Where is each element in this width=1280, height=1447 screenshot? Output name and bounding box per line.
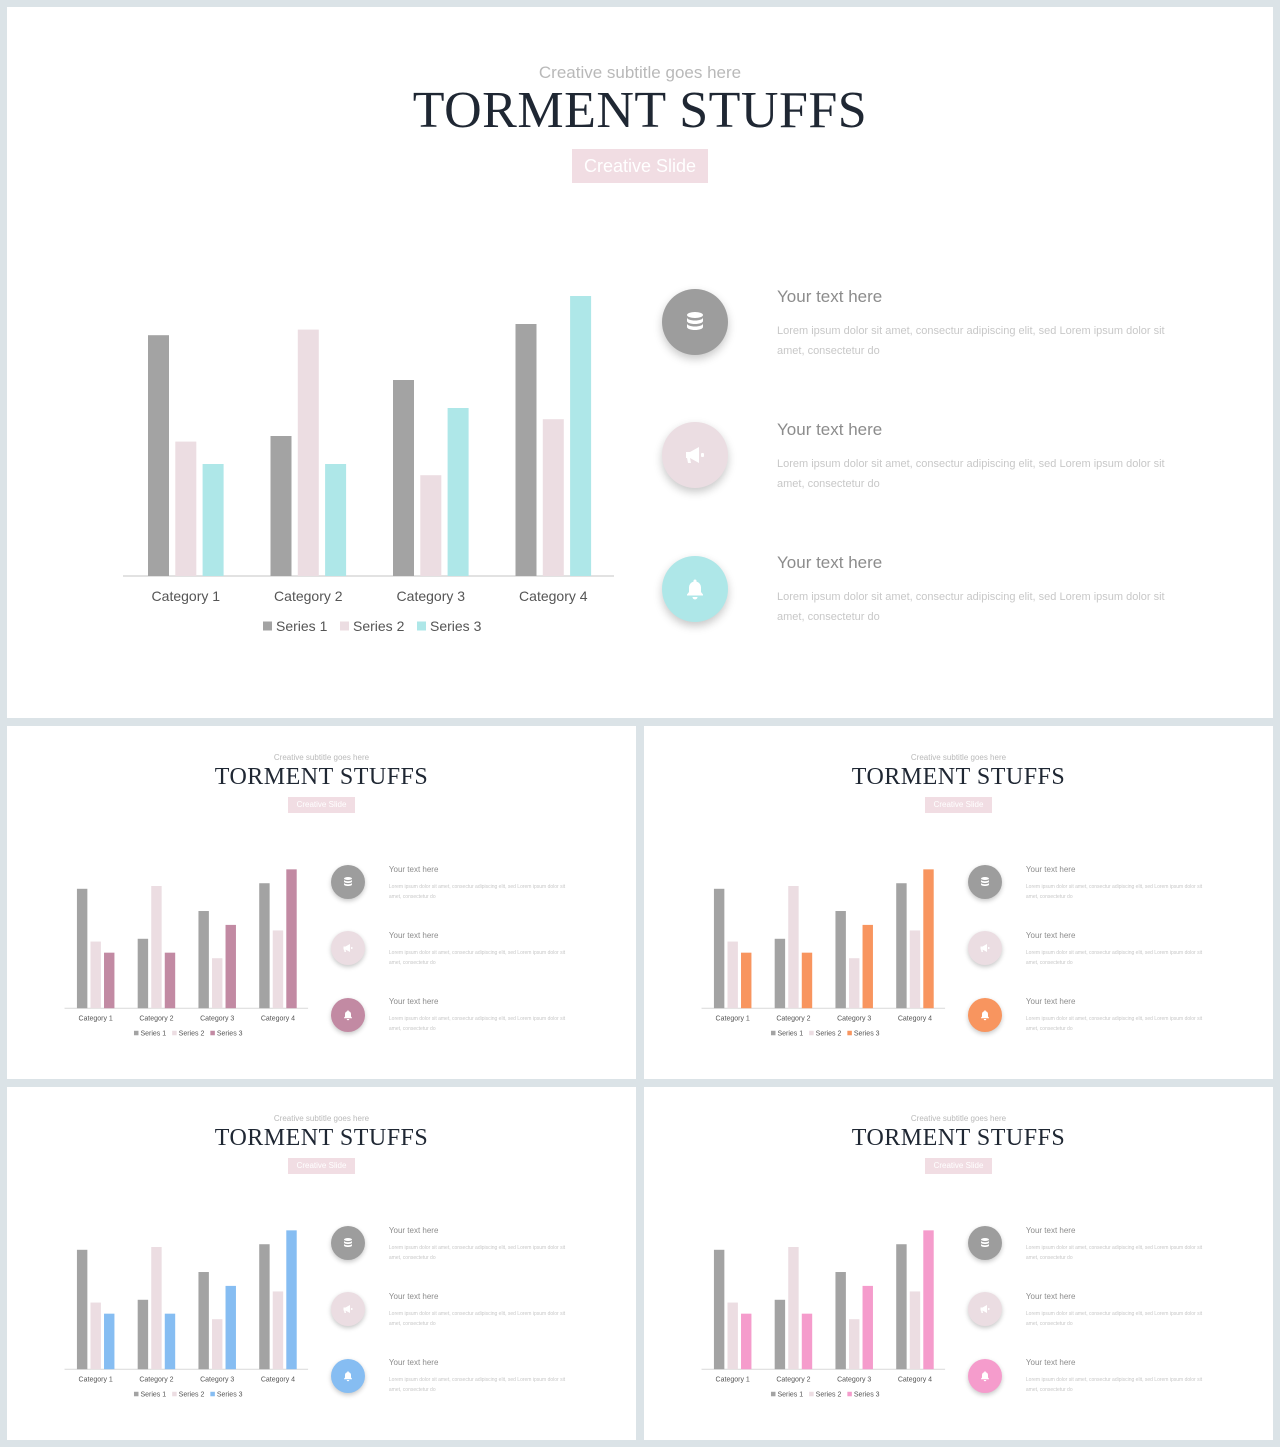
legend-label: Series 3	[853, 1030, 880, 1038]
creative-slide-badge: Creative Slide	[925, 797, 992, 813]
item-body: Lorem ipsum dolor sit amet, consectur adipiscing elit, sed Lorem ipsum dolor sit amet, consectetur do	[1025, 1244, 1203, 1261]
bar-series-3-cat1	[104, 1314, 114, 1370]
slide-subtitle: Creative subtitle goes here	[538, 63, 742, 82]
bar-series-3-cat2	[802, 1314, 812, 1370]
bar-series-1-cat1	[77, 889, 87, 1008]
item-body: Lorem ipsum dolor sit amet, consectur adipiscing elit, sed Lorem ipsum dolor sit amet, consectetur do	[388, 949, 566, 966]
database-icon	[979, 876, 991, 888]
slide-main	[7, 7, 1273, 718]
bell-icon	[342, 1370, 354, 1382]
bar-chart	[644, 726, 954, 1051]
item-title: Your text here	[777, 553, 883, 572]
item-body: Lorem ipsum dolor sit amet, consectur adipiscing elit, sed Lorem ipsum dolor sit amet, consectetur do	[388, 1310, 566, 1327]
legend-swatch	[771, 1031, 776, 1036]
legend-swatch	[417, 622, 426, 631]
creative-slide-badge: Creative Slide	[288, 797, 355, 813]
item-body: Lorem ipsum dolor sit amet, consectur adipiscing elit, sed Lorem ipsum dolor sit amet, consectetur do	[388, 883, 566, 900]
slide-variant-2	[644, 726, 1273, 1079]
megaphone-icon-circle	[331, 1292, 365, 1326]
bar-chart	[7, 726, 317, 1051]
legend-swatch	[210, 1392, 215, 1397]
slide-subtitle: Creative subtitle goes here	[910, 753, 1007, 762]
category-label: Category 1	[715, 1015, 750, 1023]
legend-label: Series 3	[430, 618, 482, 634]
bar-series-3-cat4	[570, 296, 591, 576]
slide-title: TORMENT STUFFS	[214, 1125, 429, 1151]
legend-swatch	[172, 1392, 177, 1397]
legend-swatch	[809, 1031, 814, 1036]
bar-series-3-cat2	[165, 1314, 175, 1370]
bar-series-3-cat1	[741, 953, 751, 1009]
bar-chart	[7, 7, 627, 657]
item-title: Your text here	[777, 420, 883, 439]
bar-series-3-cat2	[165, 953, 175, 1009]
legend-label: Series 2	[353, 618, 405, 634]
megaphone-icon-circle	[968, 1292, 1002, 1326]
item-body: Lorem ipsum dolor sit amet, consectur adipiscing elit, sed Lorem ipsum dolor sit amet, consectetur do	[777, 325, 1165, 357]
bar-chart	[7, 1087, 317, 1412]
legend-swatch	[340, 622, 349, 631]
bar-series-3-cat4	[286, 1230, 296, 1369]
slide-title: TORMENT STUFFS	[412, 82, 868, 139]
item-body: Lorem ipsum dolor sit amet, consectur adipiscing elit, sed Lorem ipsum dolor sit amet, consectetur do	[1025, 883, 1203, 900]
bar-series-2-cat2	[298, 330, 319, 576]
bar-series-3-cat3	[863, 1286, 873, 1369]
bar-series-3-cat3	[226, 925, 236, 1008]
slide-variant-4	[644, 1087, 1273, 1440]
item-body: Lorem ipsum dolor sit amet, consectur adipiscing elit, sed Lorem ipsum dolor sit amet, consectetur do	[388, 1376, 566, 1393]
bar-series-2-cat1	[727, 942, 737, 1009]
bar-series-3-cat4	[923, 869, 933, 1008]
slide-subtitle: Creative subtitle goes here	[273, 753, 370, 762]
megaphone-icon-circle	[331, 931, 365, 965]
category-label: Category 2	[776, 1015, 811, 1023]
legend-label: Series 1	[777, 1391, 804, 1399]
bar-series-2-cat3	[212, 1319, 222, 1369]
item-body: Lorem ipsum dolor sit amet, consectur adipiscing elit, sed Lorem ipsum dolor sit amet, consectetur do	[1025, 1376, 1203, 1393]
bar-series-3-cat3	[863, 925, 873, 1008]
bar-series-1-cat4	[259, 883, 269, 1008]
category-label: Category 2	[139, 1015, 174, 1023]
bar-series-1-cat3	[835, 911, 845, 1008]
category-label: Category 1	[78, 1015, 113, 1023]
bar-series-1-cat2	[138, 1300, 148, 1369]
megaphone-icon	[342, 1303, 354, 1315]
legend-label: Series 1	[777, 1030, 804, 1038]
bell-icon-circle	[331, 998, 365, 1032]
item-body: Lorem ipsum dolor sit amet, consectur adipiscing elit, sed Lorem ipsum dolor sit amet, consectetur do	[777, 458, 1165, 490]
megaphone-icon-circle	[968, 931, 1002, 965]
megaphone-icon-circle	[662, 422, 728, 488]
legend-swatch	[172, 1031, 177, 1036]
bell-icon	[683, 577, 707, 601]
category-label: Category 1	[715, 1376, 750, 1384]
bar-series-1-cat4	[896, 1244, 906, 1369]
bar-series-3-cat1	[203, 464, 224, 576]
bar-series-2-cat3	[849, 958, 859, 1008]
bar-series-3-cat3	[448, 408, 469, 576]
category-label: Category 4	[260, 1376, 296, 1384]
bar-series-2-cat3	[420, 475, 441, 576]
slide-subtitle: Creative subtitle goes here	[910, 1114, 1007, 1123]
slide-variant-1	[7, 726, 636, 1079]
bar-series-1-cat4	[259, 1244, 269, 1369]
slide-variant-3	[7, 1087, 636, 1440]
category-label: Category 4	[260, 1015, 296, 1023]
legend-swatch	[210, 1031, 215, 1036]
category-label: Category 4	[897, 1376, 933, 1384]
bar-series-2-cat4	[273, 930, 283, 1008]
legend-label: Series 2	[178, 1030, 205, 1038]
bar-series-1-cat2	[271, 436, 292, 576]
legend-label: Series 2	[815, 1030, 842, 1038]
item-body: Lorem ipsum dolor sit amet, consectur adipiscing elit, sed Lorem ipsum dolor sit amet, consectetur do	[1025, 1015, 1203, 1032]
item-title: Your text here	[388, 1225, 439, 1235]
legend-label: Series 3	[216, 1391, 243, 1399]
item-body: Lorem ipsum dolor sit amet, consectur adipiscing elit, sed Lorem ipsum dolor sit amet, consectetur do	[388, 1015, 566, 1032]
item-body: Lorem ipsum dolor sit amet, consectur adipiscing elit, sed Lorem ipsum dolor sit amet, consectetur do	[777, 591, 1165, 623]
bar-series-2-cat1	[175, 442, 196, 576]
legend-label: Series 3	[216, 1030, 243, 1038]
slide-title: TORMENT STUFFS	[851, 1125, 1066, 1151]
legend-label: Series 2	[178, 1391, 205, 1399]
bell-icon-circle	[662, 556, 728, 622]
bell-icon	[342, 1009, 354, 1021]
bar-series-3-cat4	[923, 1230, 933, 1369]
item-title: Your text here	[388, 930, 439, 940]
database-icon-circle	[331, 1226, 365, 1260]
category-label: Category 3	[396, 588, 466, 604]
megaphone-icon	[342, 942, 354, 954]
category-label: Category 3	[200, 1015, 235, 1023]
bar-series-3-cat4	[286, 869, 296, 1008]
bar-series-1-cat3	[835, 1272, 845, 1369]
bar-series-1-cat2	[775, 1300, 785, 1369]
database-icon	[683, 310, 707, 334]
bar-series-3-cat2	[802, 953, 812, 1009]
item-body: Lorem ipsum dolor sit amet, consectur adipiscing elit, sed Lorem ipsum dolor sit amet, consectetur do	[1025, 949, 1203, 966]
bar-series-3-cat2	[325, 464, 346, 576]
creative-slide-badge: Creative Slide	[925, 1158, 992, 1174]
item-title: Your text here	[1025, 1357, 1076, 1367]
item-title: Your text here	[388, 996, 439, 1006]
megaphone-icon	[683, 443, 707, 467]
category-label: Category 3	[837, 1376, 872, 1384]
bar-series-2-cat1	[90, 1303, 100, 1370]
bar-series-1-cat3	[198, 1272, 208, 1369]
legend-swatch	[847, 1392, 852, 1397]
category-label: Category 3	[837, 1015, 872, 1023]
bar-series-2-cat2	[151, 886, 161, 1008]
category-label: Category 2	[776, 1376, 811, 1384]
category-label: Category 1	[151, 588, 221, 604]
bar-series-2-cat2	[788, 886, 798, 1008]
item-title: Your text here	[1025, 1225, 1076, 1235]
item-title: Your text here	[777, 287, 883, 306]
bell-icon	[979, 1370, 991, 1382]
bar-series-1-cat4	[516, 324, 537, 576]
legend-swatch	[847, 1031, 852, 1036]
item-title: Your text here	[388, 1357, 439, 1367]
bar-series-1-cat1	[77, 1250, 87, 1369]
item-title: Your text here	[1025, 996, 1076, 1006]
bar-series-2-cat2	[151, 1247, 161, 1369]
creative-slide-badge: Creative Slide	[288, 1158, 355, 1174]
bell-icon-circle	[331, 1359, 365, 1393]
bar-series-1-cat2	[775, 939, 785, 1008]
bar-series-2-cat3	[849, 1319, 859, 1369]
bar-series-2-cat4	[910, 930, 920, 1008]
item-body: Lorem ipsum dolor sit amet, consectur adipiscing elit, sed Lorem ipsum dolor sit amet, consectetur do	[388, 1244, 566, 1261]
item-title: Your text here	[1025, 930, 1076, 940]
category-label: Category 3	[200, 1376, 235, 1384]
database-icon-circle	[331, 865, 365, 899]
legend-label: Series 3	[853, 1391, 880, 1399]
bar-series-1-cat3	[393, 380, 414, 576]
bar-series-2-cat1	[727, 1303, 737, 1370]
legend-swatch	[134, 1031, 139, 1036]
legend-swatch	[134, 1392, 139, 1397]
bell-icon	[979, 1009, 991, 1021]
item-title: Your text here	[388, 1291, 439, 1301]
legend-swatch	[809, 1392, 814, 1397]
creative-slide-badge: Creative Slide	[572, 149, 708, 183]
item-body: Lorem ipsum dolor sit amet, consectur adipiscing elit, sed Lorem ipsum dolor sit amet, consectetur do	[1025, 1310, 1203, 1327]
category-label: Category 4	[519, 588, 588, 604]
bar-series-1-cat1	[714, 889, 724, 1008]
legend-label: Series 1	[276, 618, 328, 634]
bell-icon-circle	[968, 998, 1002, 1032]
bar-chart	[644, 1087, 954, 1412]
legend-swatch	[263, 622, 272, 631]
category-label: Category 1	[78, 1376, 113, 1384]
bar-series-2-cat3	[212, 958, 222, 1008]
legend-label: Series 2	[815, 1391, 842, 1399]
bar-series-3-cat1	[104, 953, 114, 1009]
bar-series-3-cat3	[226, 1286, 236, 1369]
megaphone-icon	[979, 942, 991, 954]
bell-icon-circle	[968, 1359, 1002, 1393]
bar-series-1-cat4	[896, 883, 906, 1008]
slide-title: TORMENT STUFFS	[851, 764, 1066, 790]
category-label: Category 2	[274, 588, 343, 604]
item-title: Your text here	[1025, 1291, 1076, 1301]
item-title: Your text here	[388, 864, 439, 874]
bar-series-2-cat2	[788, 1247, 798, 1369]
bar-series-1-cat1	[148, 335, 169, 576]
legend-label: Series 1	[140, 1391, 167, 1399]
database-icon	[342, 1237, 354, 1249]
database-icon	[342, 876, 354, 888]
bar-series-1-cat3	[198, 911, 208, 1008]
bar-series-2-cat4	[543, 419, 564, 576]
bar-series-1-cat1	[714, 1250, 724, 1369]
bar-series-2-cat4	[273, 1291, 283, 1369]
bar-series-1-cat2	[138, 939, 148, 1008]
category-label: Category 4	[897, 1015, 933, 1023]
category-label: Category 2	[139, 1376, 174, 1384]
legend-swatch	[771, 1392, 776, 1397]
database-icon	[979, 1237, 991, 1249]
megaphone-icon	[979, 1303, 991, 1315]
slide-title: TORMENT STUFFS	[214, 764, 429, 790]
item-title: Your text here	[1025, 864, 1076, 874]
bar-series-2-cat1	[90, 942, 100, 1009]
slide-subtitle: Creative subtitle goes here	[273, 1114, 370, 1123]
legend-label: Series 1	[140, 1030, 167, 1038]
database-icon-circle	[968, 865, 1002, 899]
bar-series-3-cat1	[741, 1314, 751, 1370]
database-icon-circle	[968, 1226, 1002, 1260]
database-icon-circle	[662, 289, 728, 355]
bar-series-2-cat4	[910, 1291, 920, 1369]
